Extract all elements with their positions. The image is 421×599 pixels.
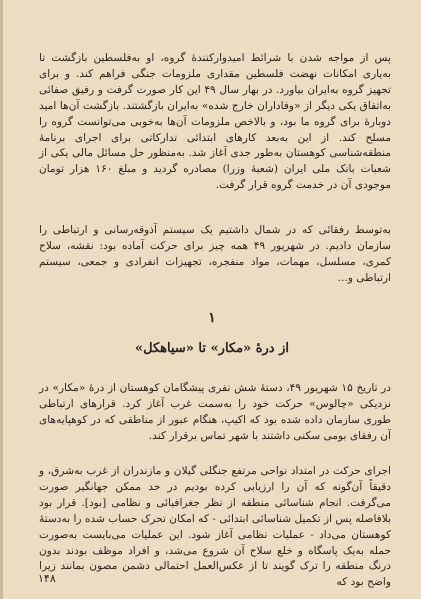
paragraph-operation [39,464,391,591]
paragraph-text: اجرای حرکت در امتداد نواحی مرتفع جنگلی گیلان و مازندران از غرب به‌شرق، و دقیقاً آن‌گونه که آن را ارزیابی کرده بودیم در حد ممکن جهانگیر صورت می‌گرفت. انجام شناسائی منطقه از نظر جغرافیائی و نظامی [بود]. قرار بود بلافاصله پس از تکمیل شناسائی ابتدائی - که امکان تحرک حساب شده را به‌دستهٔ کوهستان می‌داد - عملیات نظامی آغاز شود. این عملیات می‌بایست به‌صورت حمله به‌یک پاسگاه و خلع سلاح آن شروع می‌شد، و افراد موظف بودند بدون درنگ منطقه را ترک گویند تا از عکس‌العمل احتمالی دشمن مصون بمانند زیرا واضح بود که [39,465,391,589]
paragraph-text: در تاریخ ۱۵ شهریور ۴۹، دستهٔ شش نفری پیشگامان کوهستان از درهٔ «مکار» در نزدیکی «چالوس» حرکت خود را به‌سمت غرب آغاز کرد. قرارهای ارتباطی طوری سازمان داده شده بود که اکیپ، هنگام عبور از مناطقی که در کوهپایه‌های آن رفقای بومی سکنی داشتند با شهر تماس برقرار کند. [39,382,391,442]
paragraph-text: به‌توسط رفقائی که در شمال داشتیم یک سیستم آذوقه‌رسانی و ارتباطی را سازمان دادیم. در شهریور ۴۹ همه چیز برای حرکت آماده بود: نقشه، سلاح کمری، مسلسل، مهمات، مواد منفجره، تجهیزات انفرادی و جمعی، سیستم ارتباطی و... [39,224,391,284]
paragraph-supplies [39,223,391,287]
chapter-number: ۱ [208,310,216,326]
paragraph-intro [39,51,391,194]
page-number: ۱۴۸ [38,572,56,585]
paragraph-text: پس از مواجه شدن با شرائط امیدوارکنندهٔ گروه، او به‌فلسطین بازگشت تا به‌یاری امکانات نهضت فلسطین مقداری ملزومات جنگی فراهم کند. و برای تجهیز گروه به‌ایران بیاورد. در بهار سال ۴۹ این کار صورت گرفت و رفیق صفائی به‌اتفاق یکی دیگر از «وفاداران خارج شده» به‌ایران بازگشتند. بازگشت آن‌ها امید دوبارهٔ برای گروه ما بود، و بالاخص ملزومات آن‌ها به‌خوبی می‌توانست گروه را مسلح کند. از این به‌بعد کارهای ابتدائی تدارکاتی برای اجرای برنامهٔ منطقه‌شناسی کوهستان به‌طور جدی آغاز شد. به‌منظور حل مسائل مالی یکی از شعبات بانک ملی ایران (شعبهٔ وزرا) مصادره گردید و مبلغ ۱۶۰ هزار تومان موجودی آن در خدمت گروه قرار گرفت. [39,52,391,192]
chapter-title: از درهٔ «مکار» تا «سیاهکل» [135,341,289,356]
paragraph-departure [39,381,391,445]
